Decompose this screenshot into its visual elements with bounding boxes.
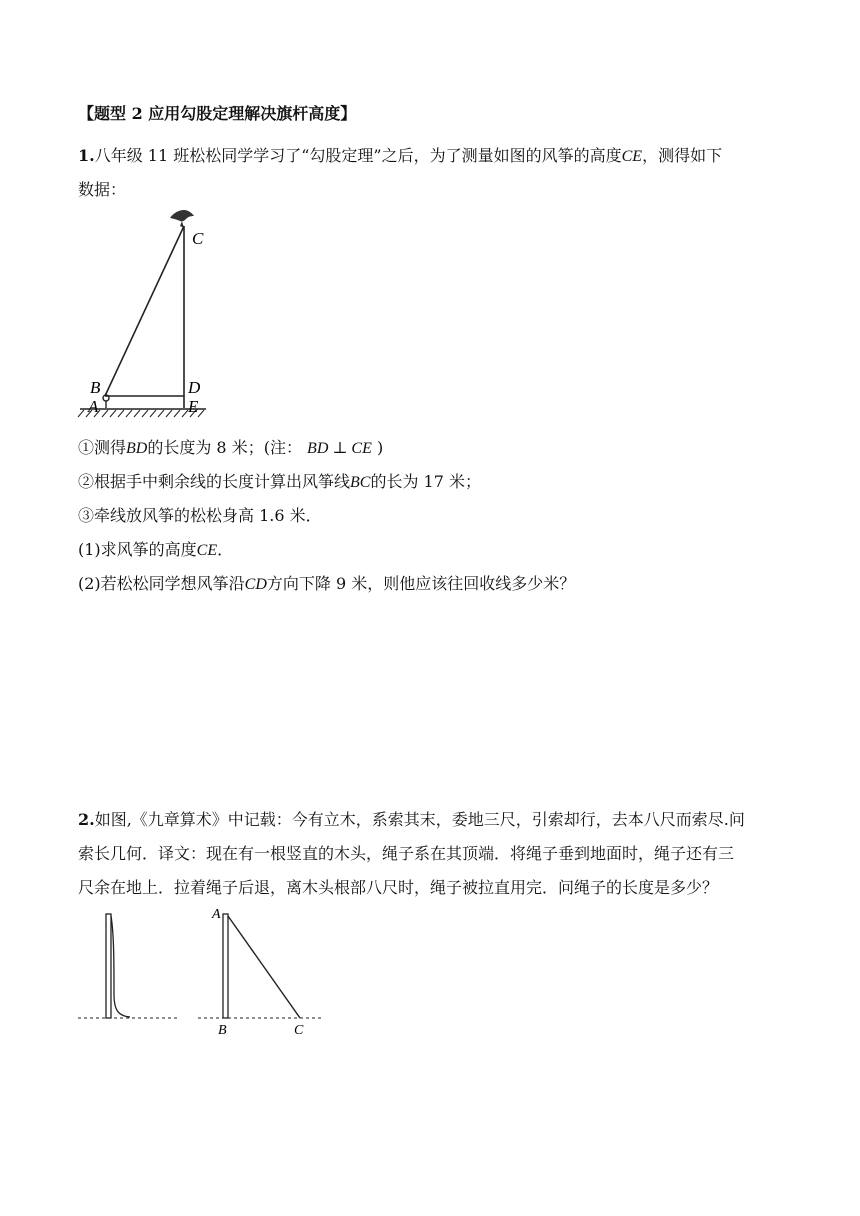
line-bc [105,226,184,396]
q2-line1-text: 如图,《九章算术》中记载：今有立木，系索其末，委地三尺，引索却行，去本八尺而索尽.问 [94,810,745,829]
q1-item1 [78,436,383,461]
q1-item3: ③牵线放风筝的松松身高 1.6 米． [78,506,322,525]
q1-sub2-suffix: 方向下降 9 米，则他应该往回收线多少米？ [266,574,576,593]
label-a2: A [212,907,221,922]
right-post-picture [198,907,324,1038]
q1-item1-var: BD [126,440,148,457]
q2-line2: 索长几何．译文：现在有一根竖直的木头，绳子系在其顶端．将绳子垂到地面时，绳子还有三 [78,844,735,863]
q1-sub1-prefix: (1)求风筝的高度 [78,540,197,559]
q1-sub2-var: CD [244,576,267,593]
label-c: C [192,229,204,248]
q1-number: 1. [78,146,95,165]
q2-line1 [78,808,745,832]
q1-item1-suffix: ) [376,438,384,457]
kite-icon [170,210,194,228]
q1-sub2-prefix: (2)若松松同学想风筝沿 [78,574,245,593]
left-post [106,914,111,1018]
q1-intro-text: 八年级 11 班松松同学学习了“勾股定理”之后，为了测量如图的风筝的高度 [94,146,622,165]
label-b: B [90,378,101,397]
q1-sub2 [78,572,575,597]
left-post-picture [78,914,178,1018]
q1-item2 [78,470,481,495]
section-title: 【题型 2 应用勾股定理解决旗杆高度】 [78,104,357,123]
q1-item2-prefix: ②根据手中剩余线的长度计算出风筝线 [78,472,351,491]
q1-sub1-suffix: ． [217,540,234,559]
q1-intro-line2: 数据： [78,180,127,199]
q1-sub1 [78,538,233,563]
label-d: D [188,378,201,397]
q1-intro-var: CE [621,148,643,165]
taut-rope [228,916,300,1018]
person-icon [103,395,109,408]
label-e: E [188,397,199,416]
label-a: A [88,397,99,416]
label-b2: B [218,1023,227,1038]
rope-figure [76,904,328,1040]
q1-item2-var: BC [350,474,371,491]
q1-item1-prefix: ①测得 [78,438,127,457]
hanging-rope [111,916,130,1017]
q2-number: 2. [78,810,95,829]
q1-item2-suffix: 的长为 17 米； [370,472,482,491]
right-post [223,914,228,1018]
q2-line3: 尺余在地上．拉着绳子后退，离木头根部八尺时，绳子被拉直用完．问绳子的长度是多少？ [78,878,719,897]
q1-item1-expr: BD ⊥ CE [307,440,372,457]
q1-intro-end: ，测得如下 [642,146,723,165]
label-c2: C [294,1023,304,1038]
q1-item1-middle: 的长度为 8 米；(注： [147,438,302,457]
q1-intro-line1 [78,144,722,169]
q1-sub1-var: CE [196,542,218,559]
kite-figure [76,204,216,426]
